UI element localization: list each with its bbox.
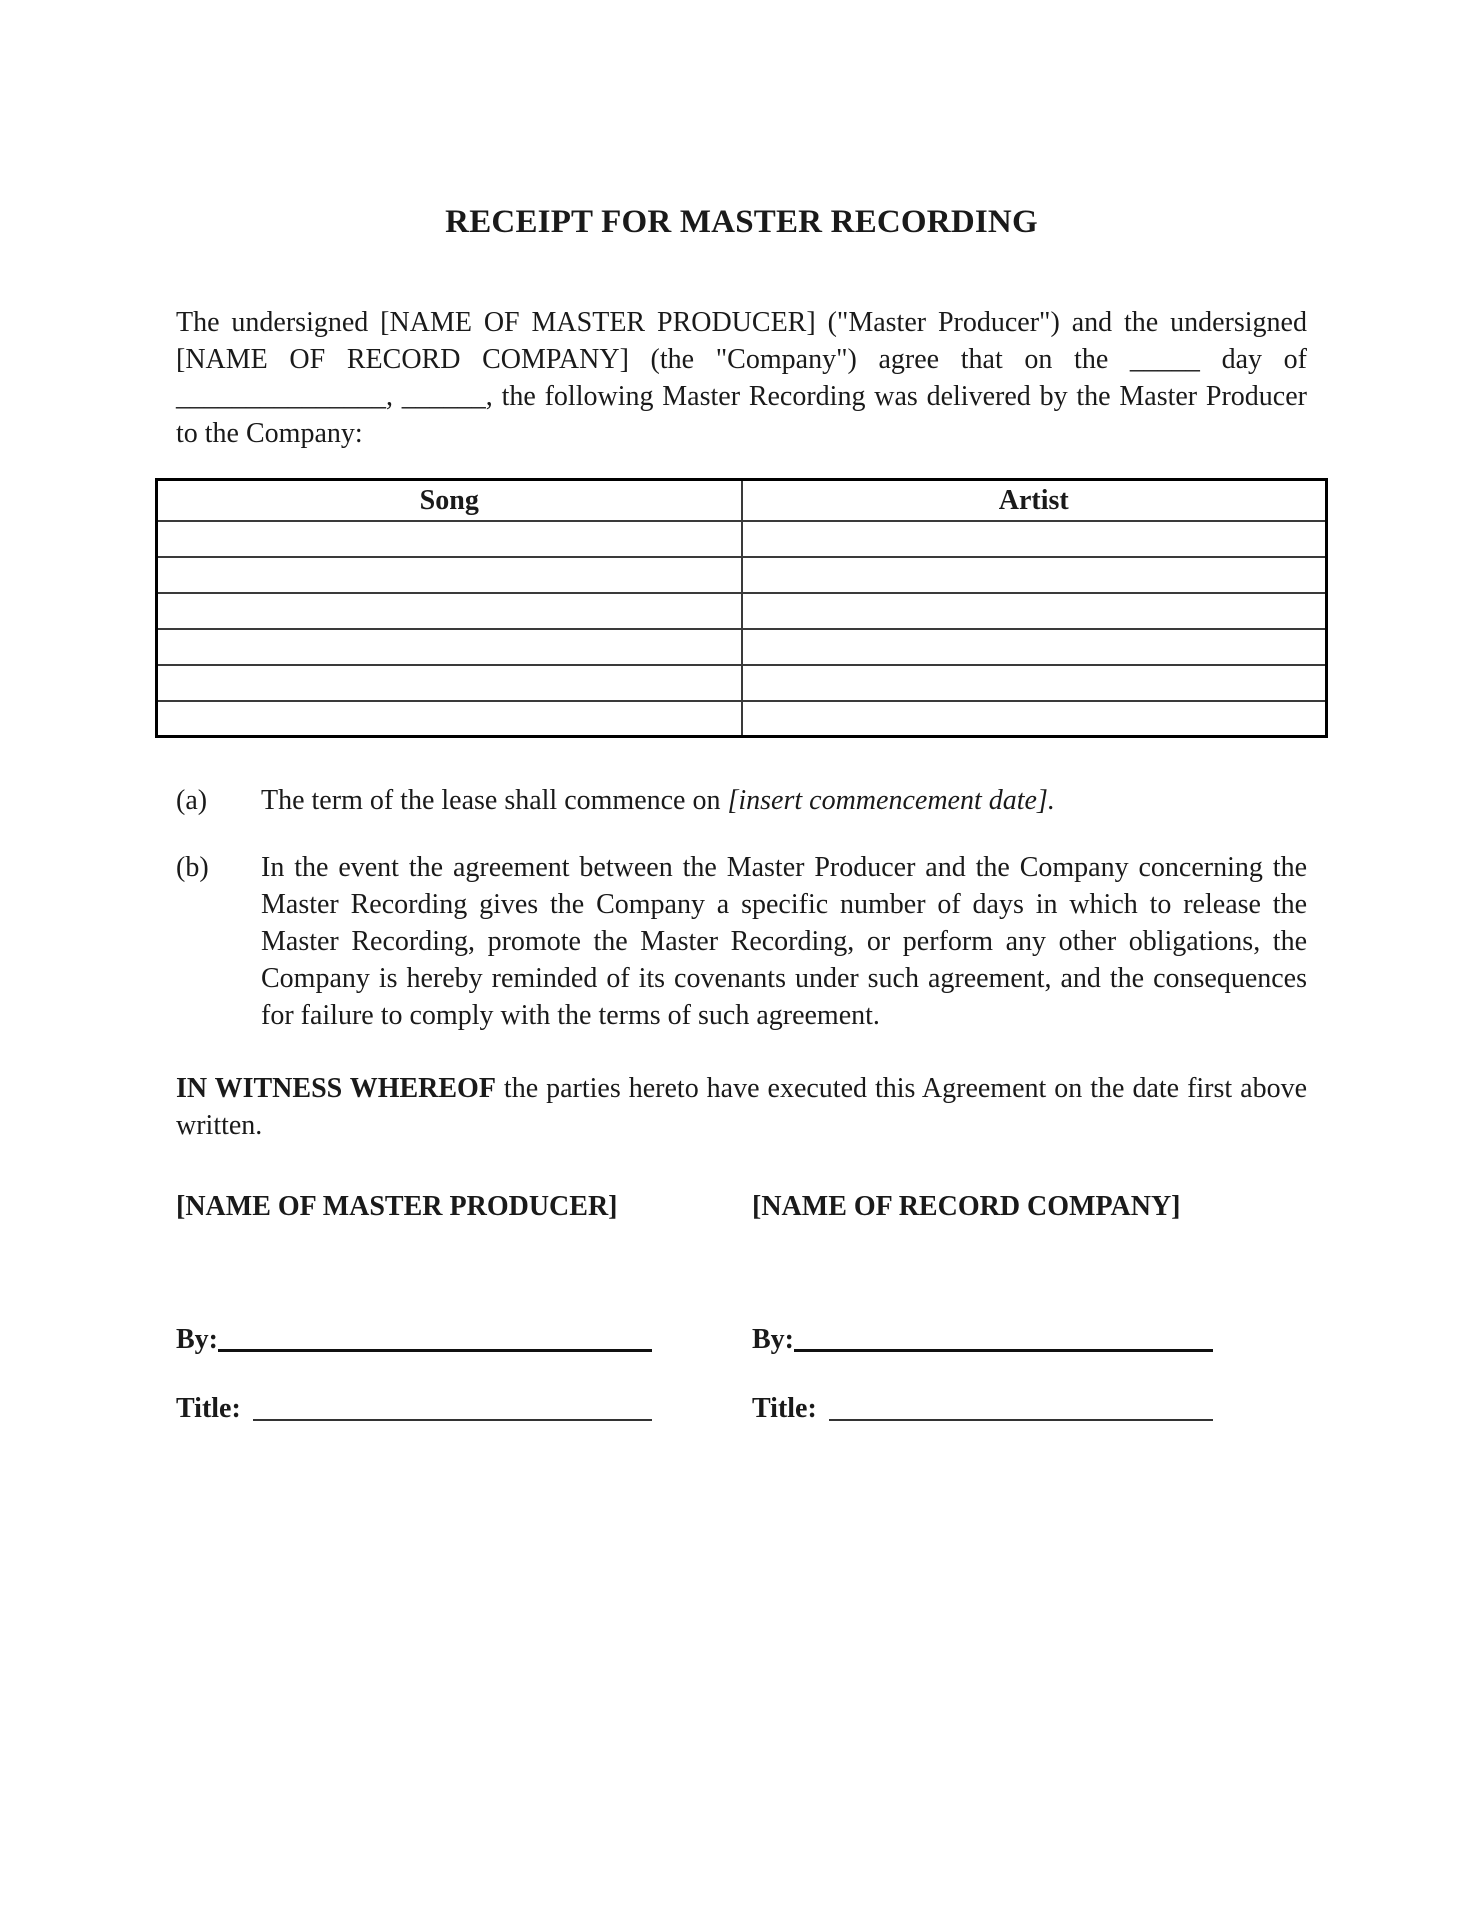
by-signature-line-right (794, 1349, 1213, 1352)
table-header-row (157, 480, 1327, 521)
table-row (157, 521, 1327, 557)
by-label-left: By: (176, 1324, 218, 1355)
recordings-table (155, 478, 1328, 738)
artist-cell (742, 593, 1327, 629)
document-title: RECEIPT FOR MASTER RECORDING (445, 204, 1038, 240)
witness-paragraph (176, 1070, 1307, 1144)
title-field-left (176, 1390, 652, 1427)
artist-cell (742, 701, 1327, 737)
master-producer-name: [NAME OF MASTER PRODUCER] (176, 1191, 618, 1222)
song-cell (157, 521, 742, 557)
clause-a-text-normal: The term of the lease shall commence on (261, 785, 728, 816)
artist-cell (742, 629, 1327, 665)
song-cell (157, 629, 742, 665)
clause-a-text (261, 782, 1307, 819)
by-field-left (176, 1321, 652, 1358)
clause-b (176, 849, 1307, 1034)
witness-text: the parties hereto have executed this Agreement on the date first above written. (176, 1073, 1308, 1141)
table-row (157, 701, 1327, 737)
table-row (157, 557, 1327, 593)
artist-cell (742, 521, 1327, 557)
table-row (157, 593, 1327, 629)
witness-lead-in: IN WITNESS WHEREOF (176, 1073, 496, 1104)
by-signature-row (176, 1321, 1307, 1358)
clause-a-label: (a) (176, 785, 208, 816)
title-signature-row (176, 1390, 1307, 1427)
clause-a-text-italic: [insert commencement date]. (727, 785, 1055, 816)
table-row (157, 629, 1327, 665)
song-cell (157, 593, 742, 629)
intro-paragraph: The undersigned [NAME OF MASTER PRODUCER] ("Master Producer") and the undersigned [NAME OF RECORD COMPANY] (the "Company") agree that on the _____ day of _______________, ______, the following Master Recording was delivered by the Master Producer to the Company: (176, 307, 1307, 449)
title-line-right (829, 1419, 1213, 1421)
artist-cell (742, 665, 1327, 701)
clause-b-text: In the event the agreement between the Master Producer and the Company concerning the Master Recording gives the Company a specific number of days in which to release the Master Recording, promote the Master Recording, or perform any other obligations, the Company is hereby reminded of its covenants under such agreement, and the consequences for failure to comply with the terms of such agreement. (261, 852, 1307, 1031)
table-header-song: Song (157, 480, 742, 521)
title-line-left (253, 1419, 652, 1421)
clause-b-label: (b) (176, 852, 209, 883)
title-label-right: Title: (752, 1393, 817, 1424)
artist-cell (742, 557, 1327, 593)
song-cell (157, 665, 742, 701)
party-names-row (176, 1188, 1307, 1225)
by-field-right (752, 1321, 1213, 1358)
table-row (157, 665, 1327, 701)
table-header-artist: Artist (742, 480, 1327, 521)
song-cell (157, 701, 742, 737)
by-signature-line-left (218, 1349, 652, 1352)
clause-a (176, 782, 1307, 819)
record-company-name: [NAME OF RECORD COMPANY] (752, 1191, 1181, 1222)
song-cell (157, 557, 742, 593)
title-field-right (752, 1390, 1213, 1427)
title-label-left: Title: (176, 1393, 241, 1424)
by-label-right: By: (752, 1324, 794, 1355)
